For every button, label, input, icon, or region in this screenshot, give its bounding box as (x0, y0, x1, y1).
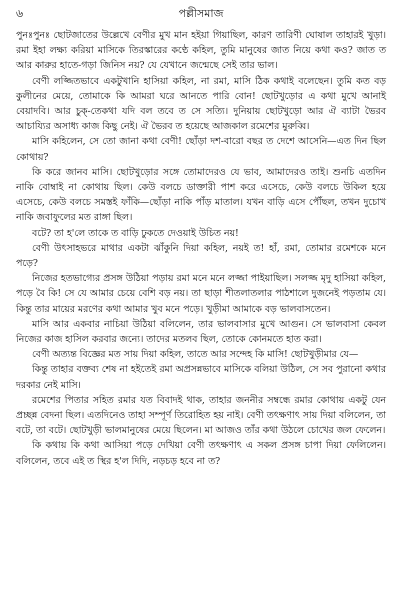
page-header (16, 6, 386, 22)
paragraph: কি কথায় কি কথা আসিয়া পড়ে দেখিয়া বেণী তৎক্ষণাৎ এ সকল প্রসঙ্গ চাপা দিয়া ফেলিলেন। বলিলেন, তবে এই ত স্থির হ'ল দিদি, নড়চড় হবে না ত? (16, 440, 386, 467)
page-number: ৬ (16, 7, 24, 20)
paragraph: বেণী উৎসাহভরে মাথার একটা ঝাঁকুনি দিয়া কহিল, নয়ই ত! হাঁ, রমা, তোমার রমেশকে মনে পড়ে? (16, 242, 386, 270)
paragraph: পুনঃপুনঃ ছোটজাতের উল্লেখে বেণীর মুখ মান হইয়া গিয়াছিল, কারণ তারিণী ঘোষাল তাহারই খুড়া। রমা ইহা লক্ষ্য করিয়া মাসিকে তিরস্কারের কণ্ঠে কহিল, তুমি মানুষের জাত নিয়ে কথা কও? জাত ত আর কারুর হাতে-গড়া জিনিস নয়? যে যেখানে জন্মেছে সেই তার ভাল। (16, 30, 386, 72)
paragraph: মাসি আর একবার নাচিয়া উঠিয়া বলিলেন, তার ভালবাসার মুখে আগুন। সে ভালবাসা কেবল নিজের কাজ হাসিল করবার জন্যে। তাদের মতলব ছিল, তোকে কোনমতে হাত করা। (16, 318, 386, 346)
paragraph: বেণী লজ্জিতভাবে একটুখানি হাসিয়া কহিল, না রমা, মাসি ঠিক কথাই বলেছেন। তুমি কত বড় কুলীনের মেয়ে, তোমাকে কি আমরা ঘরে আনতে পারি বোন! ছোটখুড়োর এ কথা মুখে আনাই বেয়াদবি। আর চুক্-তেকথা যদি বল তবে ত সে সত্যি। দুনিয়ায় ছোটখুড়ো আর ঐ ব্যাটা ভৈরব আচায্যির অসাধ্য কাজ কিছু নেই। ঐ ভৈরব ত হয়েছে আজকাল রমেশের মুরুব্বি। (16, 75, 386, 133)
running-title: পল্লীসমাজ (178, 7, 224, 20)
paragraph: রমেশের পিতার সহিত রমার যত বিবাদই থাক, তাহার জননীর সম্বন্ধে রমার কোথায় একটু যেন প্রচ্ছন্ন বেদনা ছিল। এতদিনেও তাহা সম্পূর্ণ তিরোহিত হয় নাই। বেণী তৎক্ষণাৎ সায় দিয়া বলিলেন, তা বটে, তা বটে। ছোটখুড়ী ভালমানুষের মেয়ে ছিলেন। মা আজও তাঁর কথা উঠলে চোখের জল ফেলেন। (16, 394, 386, 437)
paragraph: বটে? তা হ'লে তাকে ত বাড়ি ঢুকতে দেওয়াই উচিত নয়! (32, 227, 239, 239)
paragraph: মাসি কহিলেন, সে তো জানা কথা বেণী! ছোঁড়া দশ-বারো বছর ত দেশে আসেনি—এত দিন ছিল কোথায়? (16, 136, 386, 163)
paragraph: কি করে জানব মাসি। ছোটখুড়োর সঙ্গে তোমাদেরও যে ভাব, আমাদেরও তাই। শুনচি এতদিন নাকি বোম্বাই না কোথায় ছিল। কেউ বলচে ডাক্তারী পাশ করে এসেচে, কেউ বলচে উকিল হয়ে এসেচে, কেউ বলচে সমস্তই ফাঁকি—ছোঁড়া নাকি পাঁড় মাতাল। যখন বাড়ি এসে পৌঁছল, তখন দুচোখ নাকি জবাফুলের মত রাঙ্গা ছিল। (16, 166, 386, 224)
paragraph: কিন্তু তাহার বক্তব্য শেষ না হইতেই রমা অপ্রসন্নভাবে মাসিকে বলিয়া উঠিল, সে সব পুরানো কথার দরকার নেই মাসি। (16, 364, 386, 391)
paragraph: বেণী অত্যন্ত বিজ্ঞের মত সায় দিয়া কহিল, তাতে আর সন্দেহ কি মাসি! ছোটখুড়ীমার যে— (32, 349, 359, 361)
paragraph: নিজের হতভাগ্যের প্রসঙ্গ উঠিয়া পড়ায় রমা মনে মনে লজ্জা পাইয়াছিল। সলজ্জ মৃদু হাসিয়া কহিল, পড়ে বৈ কি! সে যে আমার চেয়ে বেশি বড় নয়। তা ছাড়া শীতলাতলার পাঠশালে দুজনেই পড়তাম যে। কিন্তু তার মায়ের মরণের কথা আমার খুব মনে পড়ে। খুড়ীমা আমাকে বড় ভালবাসতেন। (16, 273, 386, 315)
body-text (16, 28, 386, 469)
